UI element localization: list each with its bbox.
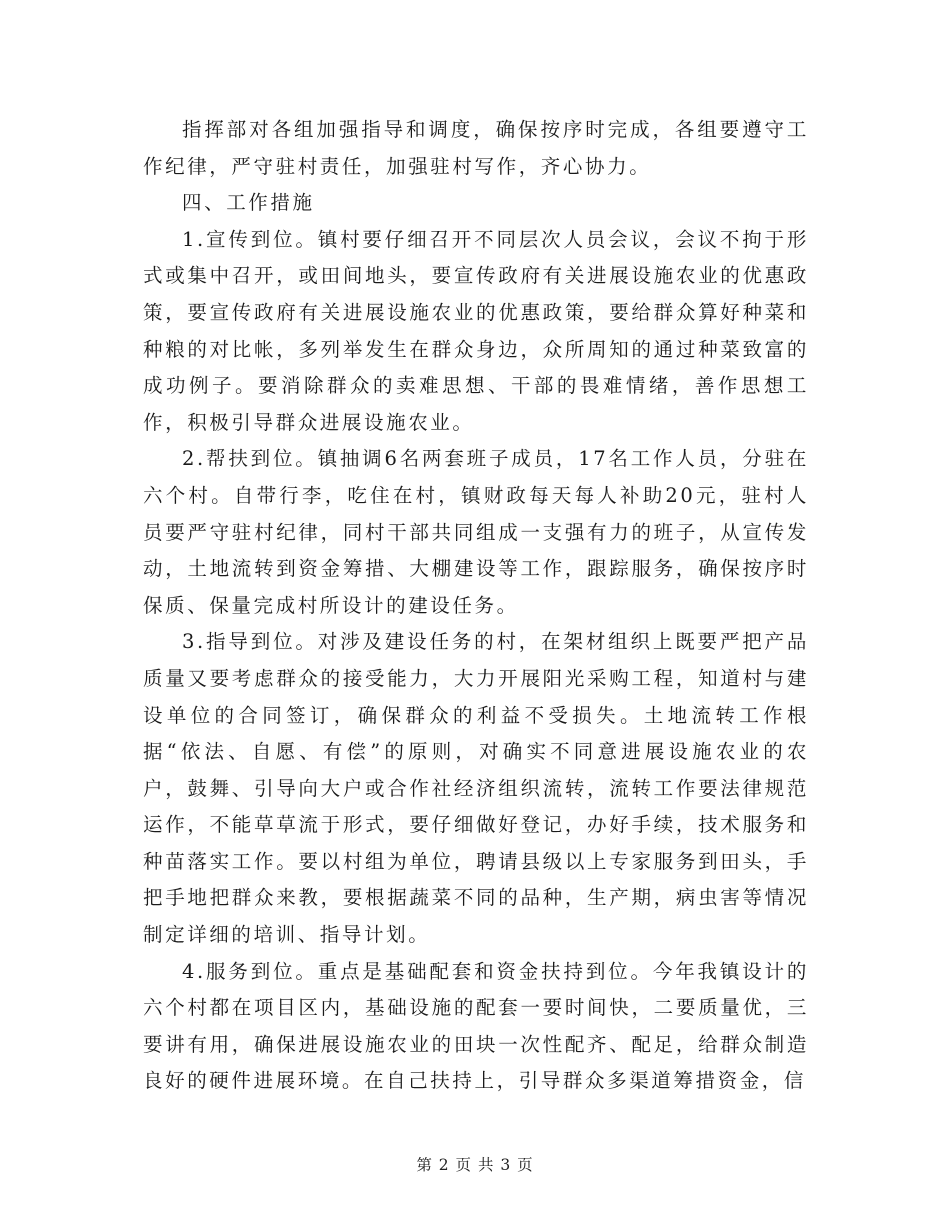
paragraph-guidance: 3.指导到位。对涉及建设任务的村，在架材组织上既要严把产品质量又要考虑群众的接受能力，大力开展阳光采购工程，知道村与建设单位的合同签订，确保群众的利益不受损失。土地流转工作根据“依法、自愿、有偿”的原则，对确实不同意进展设施农业的农户，鼓舞、引导向大户或合作社经济组织流转，流转工作要法律规范运作，不能草草流于形式，要仔细做好登记，办好手续，技术服务和种苗落实工作。要以村组为单位，聘请县级以上专家服务到田头，手把手地把群众来教，要根据蔬菜不同的品种，生产期，病虫害等情况制定详细的培训、指导计划。 — [143, 630, 809, 947]
paragraph-service: 4.服务到位。重点是基础配套和资金扶持到位。今年我镇设计的六个村都在项目区内，基础设施的配套一要时间快，二要质量优，三要讲有用，确保进展设施农业的田块一次性配齐、配足，给群众制造良好的硬件进展环境。在自己扶持上，引导群众多渠道筹措资金，信 — [143, 959, 809, 1093]
paragraph-assistance: 2.帮扶到位。镇抽调6名两套班子成员，17名工作人员，分驻在六个村。自带行李，吃住在村，镇财政每天每人补助20元，驻村人员要严守驻村纪律，同村干部共同组成一支强有力的班子，从宣传发动，土地流转到资金筹措、大棚建设等工作，跟踪服务，确保按序时保质、保量完成村所设计的建设任务。 — [143, 447, 809, 617]
paragraph-publicity: 1.宣传到位。镇村要仔细召开不同层次人员会议，会议不拘于形式或集中召开，或田间地头，要宣传政府有关进展设施农业的优惠政策，要宣传政府有关进展设施农业的优惠政策，要给群众算好种菜和种粮的对比帐，多列举发生在群众身边，众所周知的通过种菜致富的成功例子。要消除群众的卖难思想、干部的畏难情绪，善作思想工作，积极引导群众进展设施农业。 — [143, 227, 809, 434]
section-heading-work-measures: 四、工作措施 — [182, 191, 315, 215]
document-body — [143, 112, 809, 1100]
paragraph-command-coordination: 指挥部对各组加强指导和调度，确保按序时完成，各组要遵守工作纪律，严守驻村责任，加强驻村写作，齐心协力。 — [143, 118, 809, 178]
page-number-footer: 第 2 页 共 3 页 — [416, 1156, 534, 1174]
